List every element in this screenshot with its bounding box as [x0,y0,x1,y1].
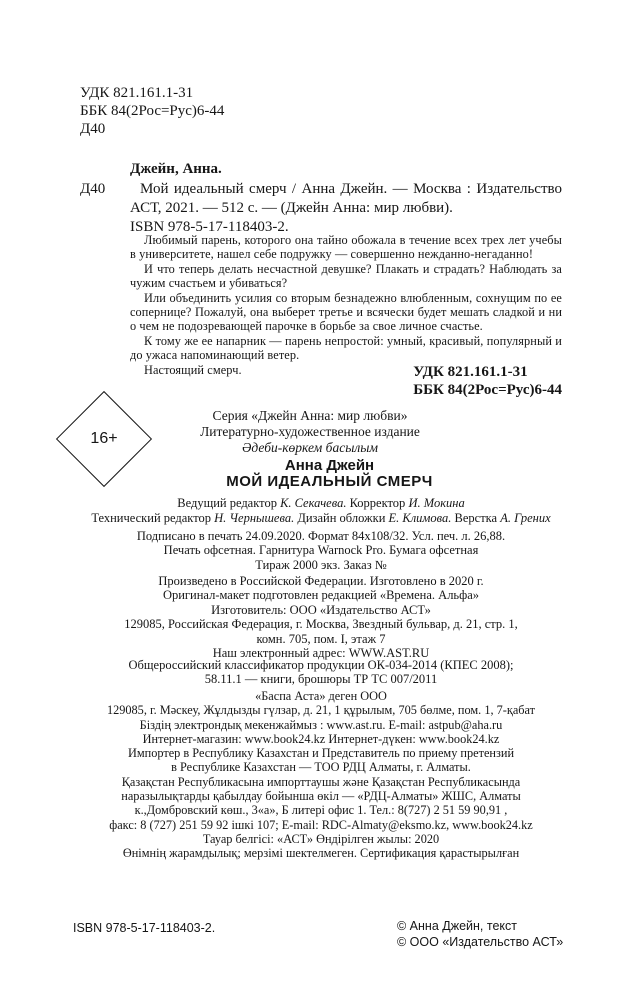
corrector-label: Корректор [349,496,406,510]
annotation-paragraph: Или объединить усилия со вторым безнадежно влюбленным, сохнущим по ее сопернице? Пожалуй, она выберет третье и всячески будет мешать сладкой и ни о чем не подозревающей парочке в борьбе за свое личное счастье. [130,290,562,334]
annotation-paragraph: И что теперь делать несчастной девушке? Плакать и страдать? Наблюдать за чужим счастьем и убиваться? [130,261,562,291]
age-rating: 16+ [90,430,118,447]
book-title: МОЙ ИДЕАЛЬНЫЙ СМЕРЧ [226,473,433,490]
kz-line: наразылықтарды қабылдау бойынша өкіл — «РДЦ-Алматы» ЖШС, Алматы [121,789,521,804]
tech-editor-label: Технический редактор [91,510,212,525]
production-line: Изготовитель: ООО «Издательство АСТ» [211,602,431,617]
kz-line: Өнімнің жарамдылық; мерзімі шектелмеген. Сертификация қарастырылған [122,846,520,861]
kz-line: Қазақстан Республикасына импорттаушы және Қазақстан Республикасында [121,774,521,789]
bbk-line: ББК 84(2Рос=Рус)6-44 [413,382,562,398]
udk-line: УДК 821.161.1-31 [413,364,528,380]
product-classifier [76,658,566,687]
annotation-paragraph: К тому же ее напарник — парень непростой: умный, красивый, популярный и до ужаса напоминающий ветер. [130,333,562,363]
layout-artist: А. Грених [500,510,551,525]
record-author: Джейн, Анна. [130,161,222,177]
production-info [76,574,566,660]
print-info-line: Тираж 2000 экз. Заказ № [255,557,387,572]
classifier-line: Общероссийский классификатор продукции ОК-034-2014 (КПЕС 2008); [128,658,514,672]
lead-editor: К. Секачева. [280,496,347,510]
udk-line: УДК 821.161.1-31 [80,85,194,101]
production-line: комн. 705, пом. I, этаж 7 [256,631,386,646]
series-info [160,408,460,456]
tech-editor: Н. Чернышева. [214,510,295,525]
layout-label: Верстка [454,510,498,525]
kazakhstan-info [76,689,566,861]
kz-line: к.,Домбровский көш., 3«а», Б литері офис 1. Тел.: 8(727) 2 51 59 90,91 , [134,803,508,818]
production-line: Произведено в Российской Федерации. Изготовлено в 2020 г. [158,574,484,588]
kz-line: «Баспа Аста» деген ООО [255,689,387,703]
kz-line: Тауар белгісі: «АСТ» Өндірілген жылы: 2020 [202,831,440,846]
bbk-line: ББК 84(2Рос=Рус)6-44 [80,103,225,119]
kz-line: 129085, г. Мәскеу, Жұлдызды гүлзар, д. 21, 1 құрылым, 705 бөлме, пом. 1, 7-қабат [106,703,536,718]
lead-editor-label: Ведущий редактор [177,496,277,510]
production-line: 129085, Российская Федерация, г. Москва, Звездный бульвар, д. 21, стр. 1, [124,617,518,632]
kz-line: Біздің электрондық мекенжаймыз : www.ast.ru. E-mail: astpub@aha.ru [139,717,503,732]
edition-type: Литературно-художественное издание [200,424,420,439]
kz-line: факс: 8 (727) 251 59 92 ішкі 107; E-mail: RDC-Almaty@eksmo.kz, www.book24.kz [109,817,533,832]
copyright-line: © Анна Джейн, текст [397,919,517,933]
print-info-line: Подписано в печать 24.09.2020. Формат 84x108/32. Усл. печ. л. 26,88. [136,529,506,543]
annotation [130,233,562,377]
copyright [397,919,563,950]
kz-line: Интернет-магазин: www.book24.kz Интернет-дүкен: www.book24.kz [142,731,500,746]
record-isbn: ISBN 978-5-17-118403-2. [130,219,289,235]
udk-block-right [413,363,562,399]
author-sign: Д40 [80,121,106,137]
production-line: Оригинал-макет подготовлен редакцией «Времена. Альфа» [162,588,480,603]
bottom-isbn: ISBN 978-5-17-118403-2. [73,921,216,935]
title-block [0,458,619,490]
classifier-line: 58.11.1 — книги, брошюры ТР ТС 007/2011 [204,672,438,687]
annotation-paragraph: Любимый парень, которого она тайно обожала в течение всех трех лет учебы в университете, нашел себе подружку — совершенно нежданно-негаданно! [130,233,562,262]
corrector: И. Мокина [408,496,465,510]
book-author: Анна Джейн [284,457,375,474]
udk-block-top [80,84,224,138]
production-line: Наш электронный адрес: WWW.AST.RU [212,646,430,661]
credits [76,496,566,525]
print-info-line: Печать офсетная. Гарнитура Warnock Pro. Бумага офсетная [163,543,479,558]
copyright-line: © ООО «Издательство АСТ» [397,934,564,949]
author-sign-index: Д40 [80,181,106,197]
kz-line: Импортер в Республику Казахстан и Представитель по приему претензий [127,746,515,761]
kz-line: в Республике Казахстан — ТОО РДЦ Алматы, г. Алматы. [171,760,471,775]
cover-designer-label: Дизайн обложки [297,510,386,525]
series-line: Серия «Джейн Анна: мир любви» [212,408,408,423]
print-info [76,529,566,572]
record-description: Мой идеальный смерч / Анна Джейн. — Москва : Издательство АСТ, 2021. — 512 с. — (Джейн Анна: мир любви). [130,181,562,216]
annotation-paragraph: Настоящий смерч. [144,362,242,377]
cover-designer: Е. Климова. [388,510,452,525]
edition-type-kz: Әдеби-көркем басылым [242,440,378,455]
